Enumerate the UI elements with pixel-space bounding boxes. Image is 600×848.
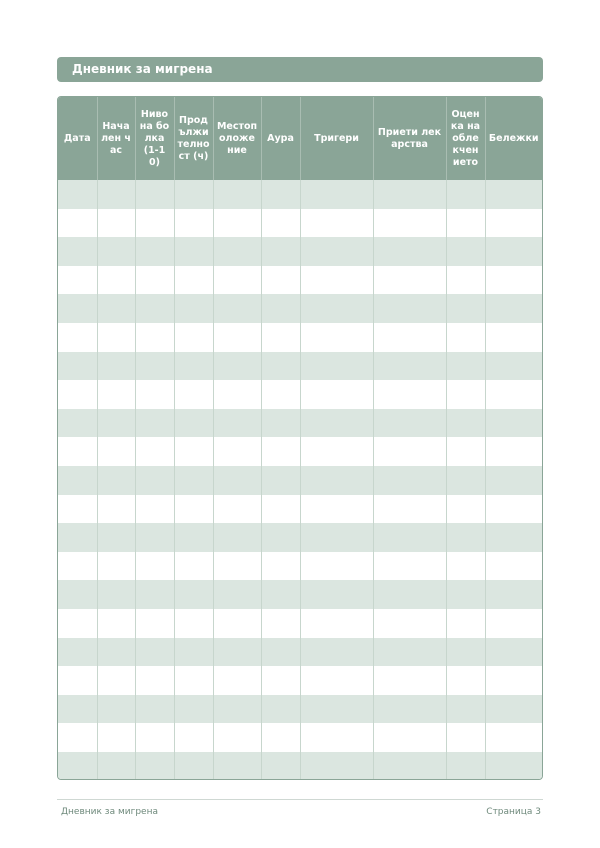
table-cell-start-time[interactable] <box>97 352 135 381</box>
table-cell-notes[interactable] <box>485 409 542 438</box>
table-cell-relief-rating[interactable] <box>446 552 485 581</box>
table-cell-location[interactable] <box>213 695 261 724</box>
table-cell-aura[interactable] <box>261 723 300 752</box>
table-cell-aura[interactable] <box>261 380 300 409</box>
table-cell-notes[interactable] <box>485 666 542 695</box>
table-cell-start-time[interactable] <box>97 237 135 266</box>
table-cell-notes[interactable] <box>485 237 542 266</box>
table-cell-triggers[interactable] <box>300 380 373 409</box>
column-header-notes: Бележки <box>485 97 542 180</box>
table-cell-pain-level[interactable] <box>135 552 174 581</box>
table-cell-medications[interactable] <box>373 323 446 352</box>
table-cell-medications[interactable] <box>373 294 446 323</box>
table-cell-notes[interactable] <box>485 752 542 780</box>
table-cell-duration[interactable] <box>174 380 213 409</box>
page-title: Дневник за мигрена <box>57 57 543 82</box>
column-header-aura: Аура <box>261 97 300 180</box>
table-cell-pain-level[interactable] <box>135 209 174 238</box>
table-cell-relief-rating[interactable] <box>446 380 485 409</box>
table-cell-medications[interactable] <box>373 495 446 524</box>
table-cell-medications[interactable] <box>373 552 446 581</box>
table-cell-duration[interactable] <box>174 237 213 266</box>
table-row <box>58 266 542 295</box>
table-cell-medications[interactable] <box>373 666 446 695</box>
table-cell-date[interactable] <box>58 237 97 266</box>
column-header-triggers: Тригери <box>300 97 373 180</box>
table-cell-medications[interactable] <box>373 352 446 381</box>
column-header-location: Местоположение <box>213 97 261 180</box>
table-cell-start-time[interactable] <box>97 466 135 495</box>
table-cell-location[interactable] <box>213 495 261 524</box>
table-row <box>58 180 542 209</box>
column-header-duration: Продължителност (ч) <box>174 97 213 180</box>
table-row <box>58 580 542 609</box>
column-header-relief-rating: Оценка на облекчението <box>446 97 485 180</box>
log-table <box>58 97 542 780</box>
table-cell-date[interactable] <box>58 437 97 466</box>
table-cell-notes[interactable] <box>485 323 542 352</box>
table-cell-location[interactable] <box>213 294 261 323</box>
table-cell-medications[interactable] <box>373 609 446 638</box>
table-cell-date[interactable] <box>58 666 97 695</box>
table-cell-start-time[interactable] <box>97 552 135 581</box>
table-cell-notes[interactable] <box>485 466 542 495</box>
table-cell-medications[interactable] <box>373 266 446 295</box>
table-cell-relief-rating[interactable] <box>446 466 485 495</box>
table-cell-relief-rating[interactable] <box>446 437 485 466</box>
table-cell-relief-rating[interactable] <box>446 409 485 438</box>
table-cell-relief-rating[interactable] <box>446 638 485 667</box>
table-cell-relief-rating[interactable] <box>446 180 485 209</box>
table-cell-duration[interactable] <box>174 609 213 638</box>
table-cell-triggers[interactable] <box>300 266 373 295</box>
table-cell-notes[interactable] <box>485 180 542 209</box>
column-header-date: Дата <box>58 97 97 180</box>
table-cell-notes[interactable] <box>485 495 542 524</box>
table-cell-location[interactable] <box>213 352 261 381</box>
table-cell-triggers[interactable] <box>300 638 373 667</box>
table-cell-pain-level[interactable] <box>135 638 174 667</box>
table-cell-pain-level[interactable] <box>135 752 174 780</box>
table-cell-triggers[interactable] <box>300 466 373 495</box>
table-cell-aura[interactable] <box>261 466 300 495</box>
table-cell-location[interactable] <box>213 523 261 552</box>
table-row <box>58 380 542 409</box>
table-cell-location[interactable] <box>213 638 261 667</box>
table-cell-relief-rating[interactable] <box>446 695 485 724</box>
table-cell-aura[interactable] <box>261 209 300 238</box>
column-header-pain-level: Ниво на болка (1-10) <box>135 97 174 180</box>
table-cell-relief-rating[interactable] <box>446 209 485 238</box>
table-cell-relief-rating[interactable] <box>446 609 485 638</box>
table-cell-duration[interactable] <box>174 180 213 209</box>
table-cell-date[interactable] <box>58 466 97 495</box>
table-cell-duration[interactable] <box>174 323 213 352</box>
table-cell-pain-level[interactable] <box>135 409 174 438</box>
table-cell-duration[interactable] <box>174 409 213 438</box>
table-cell-notes[interactable] <box>485 352 542 381</box>
table-cell-location[interactable] <box>213 409 261 438</box>
table-cell-date[interactable] <box>58 495 97 524</box>
table-cell-aura[interactable] <box>261 237 300 266</box>
table-header-row <box>58 97 542 180</box>
table-row <box>58 237 542 266</box>
table-row <box>58 752 542 780</box>
table-cell-duration[interactable] <box>174 752 213 780</box>
table-cell-triggers[interactable] <box>300 695 373 724</box>
table-cell-aura[interactable] <box>261 323 300 352</box>
table-cell-relief-rating[interactable] <box>446 580 485 609</box>
table-row <box>58 695 542 724</box>
table-cell-date[interactable] <box>58 266 97 295</box>
table-cell-pain-level[interactable] <box>135 523 174 552</box>
table-cell-aura[interactable] <box>261 523 300 552</box>
table-cell-notes[interactable] <box>485 609 542 638</box>
table-cell-duration[interactable] <box>174 266 213 295</box>
table-cell-aura[interactable] <box>261 437 300 466</box>
table-cell-triggers[interactable] <box>300 723 373 752</box>
table-cell-pain-level[interactable] <box>135 466 174 495</box>
table-row <box>58 409 542 438</box>
table-cell-aura[interactable] <box>261 495 300 524</box>
table-cell-aura[interactable] <box>261 695 300 724</box>
table-cell-aura[interactable] <box>261 666 300 695</box>
table-cell-location[interactable] <box>213 666 261 695</box>
table-cell-date[interactable] <box>58 180 97 209</box>
table-cell-start-time[interactable] <box>97 323 135 352</box>
table-row <box>58 609 542 638</box>
table-cell-location[interactable] <box>213 752 261 780</box>
table-cell-location[interactable] <box>213 552 261 581</box>
table-cell-aura[interactable] <box>261 638 300 667</box>
table-cell-duration[interactable] <box>174 580 213 609</box>
table-row <box>58 323 542 352</box>
table-cell-duration[interactable] <box>174 466 213 495</box>
page-number: Страница 3 <box>486 807 541 817</box>
table-cell-notes[interactable] <box>485 437 542 466</box>
table-cell-start-time[interactable] <box>97 752 135 780</box>
table-cell-start-time[interactable] <box>97 180 135 209</box>
table-cell-medications[interactable] <box>373 580 446 609</box>
table-cell-notes[interactable] <box>485 209 542 238</box>
table-cell-location[interactable] <box>213 723 261 752</box>
table-cell-aura[interactable] <box>261 266 300 295</box>
table-cell-relief-rating[interactable] <box>446 495 485 524</box>
table-cell-date[interactable] <box>58 294 97 323</box>
table-cell-notes[interactable] <box>485 552 542 581</box>
table-row <box>58 437 542 466</box>
table-cell-aura[interactable] <box>261 752 300 780</box>
table-cell-relief-rating[interactable] <box>446 294 485 323</box>
table-cell-aura[interactable] <box>261 409 300 438</box>
table-cell-duration[interactable] <box>174 552 213 581</box>
table-cell-date[interactable] <box>58 209 97 238</box>
table-cell-medications[interactable] <box>373 752 446 780</box>
table-cell-location[interactable] <box>213 380 261 409</box>
table-cell-date[interactable] <box>58 723 97 752</box>
table-row <box>58 666 542 695</box>
table-cell-notes[interactable] <box>485 580 542 609</box>
table-cell-notes[interactable] <box>485 523 542 552</box>
table-cell-notes[interactable] <box>485 638 542 667</box>
table-row <box>58 352 542 381</box>
table-cell-start-time[interactable] <box>97 266 135 295</box>
table-cell-pain-level[interactable] <box>135 323 174 352</box>
table-row <box>58 552 542 581</box>
table-cell-notes[interactable] <box>485 723 542 752</box>
table-cell-location[interactable] <box>213 266 261 295</box>
table-cell-triggers[interactable] <box>300 352 373 381</box>
table-cell-notes[interactable] <box>485 695 542 724</box>
footer-title: Дневник за мигрена <box>61 807 158 817</box>
table-row <box>58 523 542 552</box>
table-cell-duration[interactable] <box>174 695 213 724</box>
table-cell-start-time[interactable] <box>97 638 135 667</box>
table-cell-relief-rating[interactable] <box>446 237 485 266</box>
table-cell-triggers[interactable] <box>300 323 373 352</box>
table-cell-triggers[interactable] <box>300 552 373 581</box>
table-cell-relief-rating[interactable] <box>446 352 485 381</box>
table-cell-pain-level[interactable] <box>135 380 174 409</box>
table-cell-start-time[interactable] <box>97 723 135 752</box>
migraine-log-table <box>57 96 543 780</box>
table-cell-triggers[interactable] <box>300 237 373 266</box>
table-cell-relief-rating[interactable] <box>446 723 485 752</box>
column-header-medications: Приети лекарства <box>373 97 446 180</box>
table-cell-start-time[interactable] <box>97 666 135 695</box>
table-cell-aura[interactable] <box>261 352 300 381</box>
table-cell-aura[interactable] <box>261 294 300 323</box>
table-cell-duration[interactable] <box>174 294 213 323</box>
table-cell-duration[interactable] <box>174 352 213 381</box>
table-cell-duration[interactable] <box>174 523 213 552</box>
table-cell-pain-level[interactable] <box>135 723 174 752</box>
table-cell-notes[interactable] <box>485 294 542 323</box>
table-cell-medications[interactable] <box>373 466 446 495</box>
table-cell-date[interactable] <box>58 523 97 552</box>
table-cell-triggers[interactable] <box>300 294 373 323</box>
table-cell-triggers[interactable] <box>300 580 373 609</box>
table-cell-date[interactable] <box>58 323 97 352</box>
table-cell-relief-rating[interactable] <box>446 523 485 552</box>
table-cell-medications[interactable] <box>373 723 446 752</box>
table-cell-pain-level[interactable] <box>135 437 174 466</box>
table-cell-start-time[interactable] <box>97 609 135 638</box>
table-cell-aura[interactable] <box>261 180 300 209</box>
table-cell-medications[interactable] <box>373 180 446 209</box>
table-cell-medications[interactable] <box>373 380 446 409</box>
table-cell-location[interactable] <box>213 466 261 495</box>
table-cell-start-time[interactable] <box>97 523 135 552</box>
table-cell-start-time[interactable] <box>97 580 135 609</box>
table-cell-location[interactable] <box>213 609 261 638</box>
table-cell-pain-level[interactable] <box>135 266 174 295</box>
table-cell-date[interactable] <box>58 695 97 724</box>
table-cell-date[interactable] <box>58 409 97 438</box>
table-cell-medications[interactable] <box>373 437 446 466</box>
table-cell-duration[interactable] <box>174 638 213 667</box>
table-cell-pain-level[interactable] <box>135 609 174 638</box>
table-cell-date[interactable] <box>58 552 97 581</box>
table-row <box>58 466 542 495</box>
table-cell-start-time[interactable] <box>97 495 135 524</box>
table-cell-location[interactable] <box>213 437 261 466</box>
table-cell-location[interactable] <box>213 580 261 609</box>
table-cell-triggers[interactable] <box>300 180 373 209</box>
table-cell-relief-rating[interactable] <box>446 752 485 780</box>
table-cell-date[interactable] <box>58 380 97 409</box>
table-cell-triggers[interactable] <box>300 495 373 524</box>
table-cell-start-time[interactable] <box>97 209 135 238</box>
table-cell-date[interactable] <box>58 352 97 381</box>
table-cell-medications[interactable] <box>373 523 446 552</box>
table-cell-pain-level[interactable] <box>135 352 174 381</box>
table-cell-triggers[interactable] <box>300 437 373 466</box>
table-cell-start-time[interactable] <box>97 437 135 466</box>
table-cell-pain-level[interactable] <box>135 237 174 266</box>
table-cell-triggers[interactable] <box>300 209 373 238</box>
table-row <box>58 723 542 752</box>
table-cell-pain-level[interactable] <box>135 580 174 609</box>
table-cell-start-time[interactable] <box>97 695 135 724</box>
table-cell-medications[interactable] <box>373 209 446 238</box>
table-cell-medications[interactable] <box>373 638 446 667</box>
table-cell-triggers[interactable] <box>300 523 373 552</box>
table-cell-pain-level[interactable] <box>135 180 174 209</box>
table-cell-triggers[interactable] <box>300 409 373 438</box>
table-cell-pain-level[interactable] <box>135 495 174 524</box>
table-cell-pain-level[interactable] <box>135 294 174 323</box>
table-row <box>58 638 542 667</box>
table-cell-pain-level[interactable] <box>135 695 174 724</box>
table-cell-medications[interactable] <box>373 695 446 724</box>
table-body <box>58 180 542 780</box>
table-row <box>58 294 542 323</box>
table-cell-date[interactable] <box>58 580 97 609</box>
table-row <box>58 209 542 238</box>
table-cell-relief-rating[interactable] <box>446 266 485 295</box>
table-cell-pain-level[interactable] <box>135 666 174 695</box>
table-cell-aura[interactable] <box>261 580 300 609</box>
table-cell-aura[interactable] <box>261 609 300 638</box>
table-cell-relief-rating[interactable] <box>446 323 485 352</box>
table-cell-triggers[interactable] <box>300 609 373 638</box>
table-cell-duration[interactable] <box>174 723 213 752</box>
table-cell-location[interactable] <box>213 237 261 266</box>
footer-divider <box>57 799 543 800</box>
table-cell-triggers[interactable] <box>300 666 373 695</box>
table-cell-notes[interactable] <box>485 266 542 295</box>
table-cell-date[interactable] <box>58 638 97 667</box>
table-cell-location[interactable] <box>213 323 261 352</box>
table-cell-duration[interactable] <box>174 495 213 524</box>
table-cell-start-time[interactable] <box>97 294 135 323</box>
table-cell-duration[interactable] <box>174 666 213 695</box>
table-row <box>58 495 542 524</box>
table-cell-location[interactable] <box>213 180 261 209</box>
table-cell-duration[interactable] <box>174 437 213 466</box>
table-cell-location[interactable] <box>213 209 261 238</box>
table-cell-start-time[interactable] <box>97 409 135 438</box>
table-cell-duration[interactable] <box>174 209 213 238</box>
table-cell-date[interactable] <box>58 752 97 780</box>
table-cell-medications[interactable] <box>373 409 446 438</box>
table-cell-relief-rating[interactable] <box>446 666 485 695</box>
table-cell-medications[interactable] <box>373 237 446 266</box>
table-cell-date[interactable] <box>58 609 97 638</box>
column-header-start-time: Начален час <box>97 97 135 180</box>
table-cell-aura[interactable] <box>261 552 300 581</box>
table-cell-notes[interactable] <box>485 380 542 409</box>
table-cell-triggers[interactable] <box>300 752 373 780</box>
table-cell-start-time[interactable] <box>97 380 135 409</box>
